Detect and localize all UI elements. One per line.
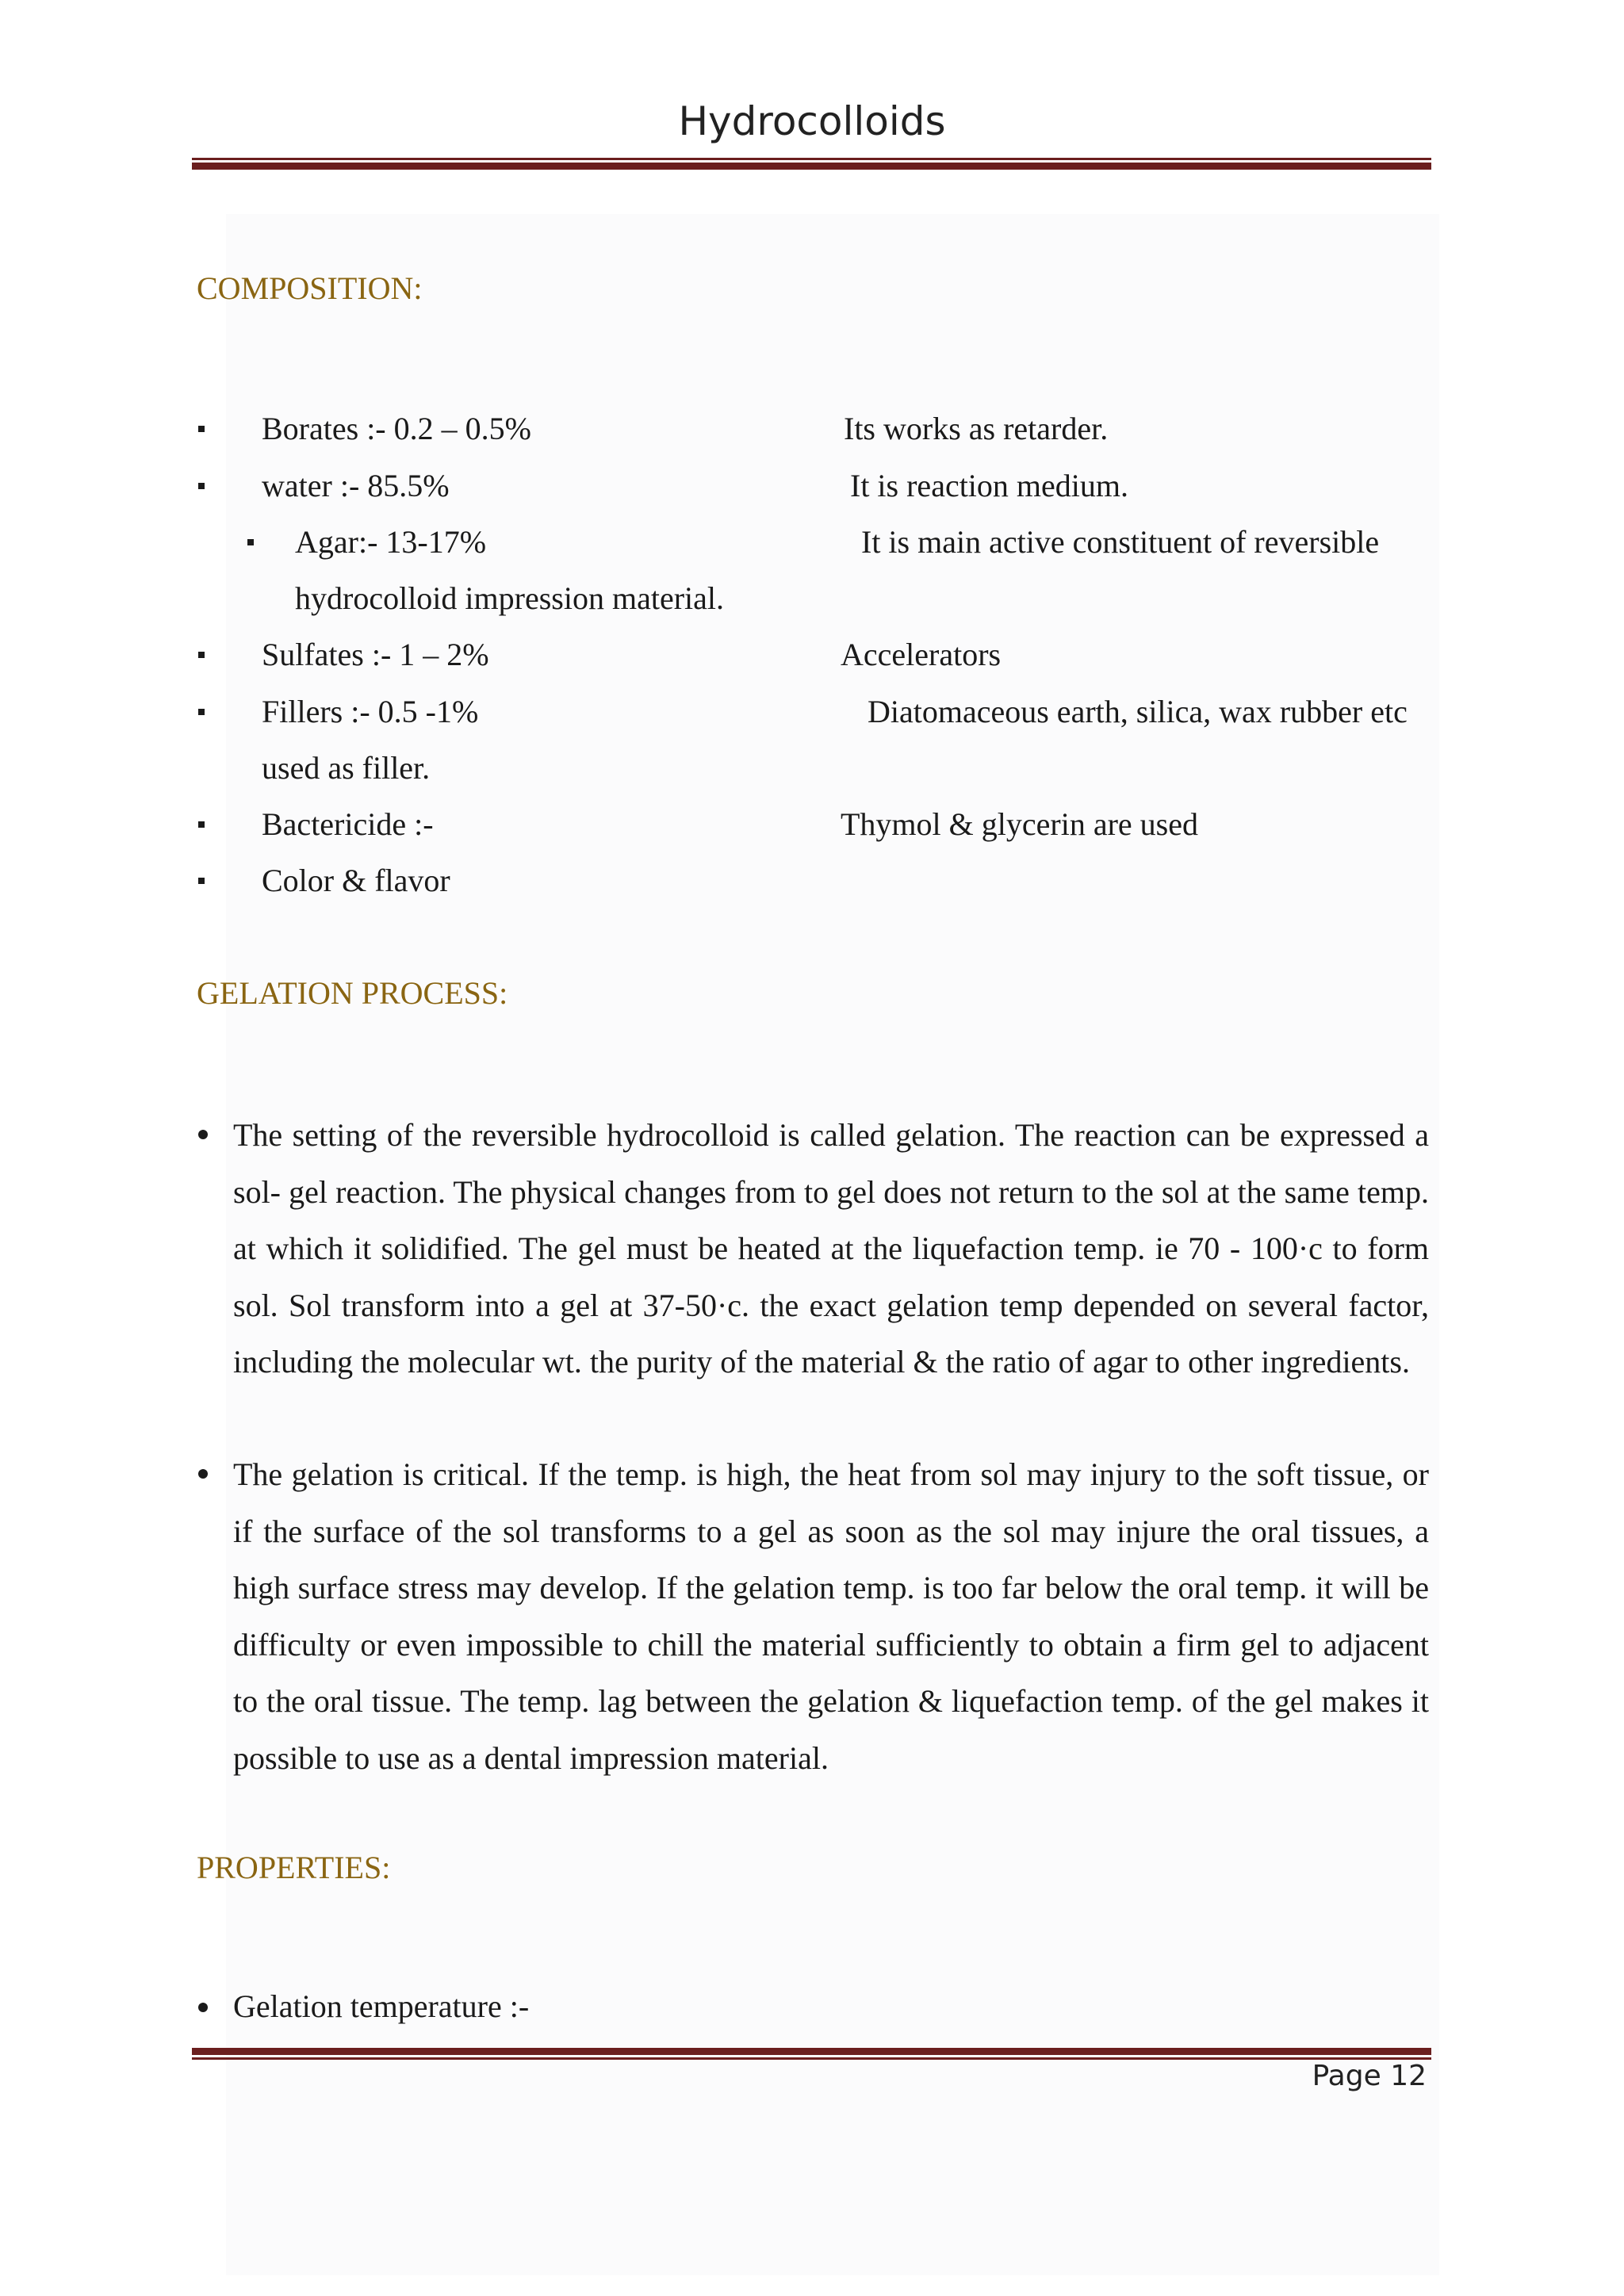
composition-item-desc-cont: used as filler. <box>262 750 431 786</box>
composition-item-desc: Its works as retarder. <box>844 411 1109 446</box>
round-bullet-icon <box>198 2003 208 2012</box>
composition-item-name: Borates :- 0.2 – 0.5% <box>262 411 531 446</box>
composition-item-desc: Accelerators <box>841 637 1002 672</box>
square-bullet-icon <box>198 426 205 432</box>
page-header-title: Hydrocolloids <box>678 98 946 144</box>
square-bullet-icon <box>198 821 205 828</box>
square-bullet-icon <box>198 652 205 658</box>
composition-item-name: water :- 85.5% <box>262 468 450 503</box>
properties-heading: PROPERTIES: <box>197 1850 391 1885</box>
composition-item-desc: It is reaction medium. <box>850 468 1129 503</box>
composition-item-name: Fillers :- 0.5 -1% <box>262 694 479 729</box>
composition-item-desc: Diatomaceous earth, silica, wax rubber etc <box>868 694 1408 729</box>
composition-item-name: Bactericide :- <box>262 806 434 842</box>
gelation-heading: GELATION PROCESS: <box>197 975 508 1011</box>
composition-item-name: Color & flavor <box>262 863 450 898</box>
square-bullet-icon <box>198 483 205 489</box>
composition-item-desc-cont: hydrocolloid impression material. <box>295 580 724 616</box>
header-rule <box>192 158 1431 170</box>
composition-item-name: Agar:- 13-17% <box>295 524 487 560</box>
gelation-paragraph: The setting of the reversible hydrocolloid is called gelation. The reaction can be expressed a sol- gel reaction. The physical changes from to gel does not return to the sol at the same temp. at which it solidified. The gel must be heated at the liquefaction temp. ie 70 - 100·c to form sol. Sol transform into a gel at 37-50·c. the exact gelation temp depended on several factor, including the molecular wt. the purity of the material & the ratio of agar to other ingredients. <box>233 1117 1429 1380</box>
composition-item-name: Sulfates :- 1 – 2% <box>262 637 489 672</box>
footer-rule <box>192 2048 1431 2060</box>
round-bullet-icon <box>198 1130 208 1139</box>
composition-item-desc: Thymol & glycerin are used <box>841 806 1198 842</box>
square-bullet-icon <box>198 709 205 715</box>
composition-heading: COMPOSITION: <box>197 270 423 306</box>
round-bullet-icon <box>198 1469 208 1479</box>
page-number: Page 12 <box>1312 2060 1427 2092</box>
gelation-paragraph: The gelation is critical. If the temp. is high, the heat from sol may injury to the soft tissue, or if the surface of the sol transforms to a gel as soon as the sol may injure the oral tissues, a high surface stress may develop. If the gelation temp. is too far below the oral temp. it will be difficulty or even impossible to chill the material sufficiently to obtain a firm gel to adjacent to the oral tissue. The temp. lag between the gelation & liquefaction temp. of the gel makes it possible to use as a dental impression material. <box>233 1456 1429 1776</box>
square-bullet-icon <box>247 539 254 545</box>
composition-item-desc: It is main active constituent of reversible <box>861 524 1380 560</box>
square-bullet-icon <box>198 878 205 884</box>
properties-item: Gelation temperature :- <box>233 1988 530 2024</box>
